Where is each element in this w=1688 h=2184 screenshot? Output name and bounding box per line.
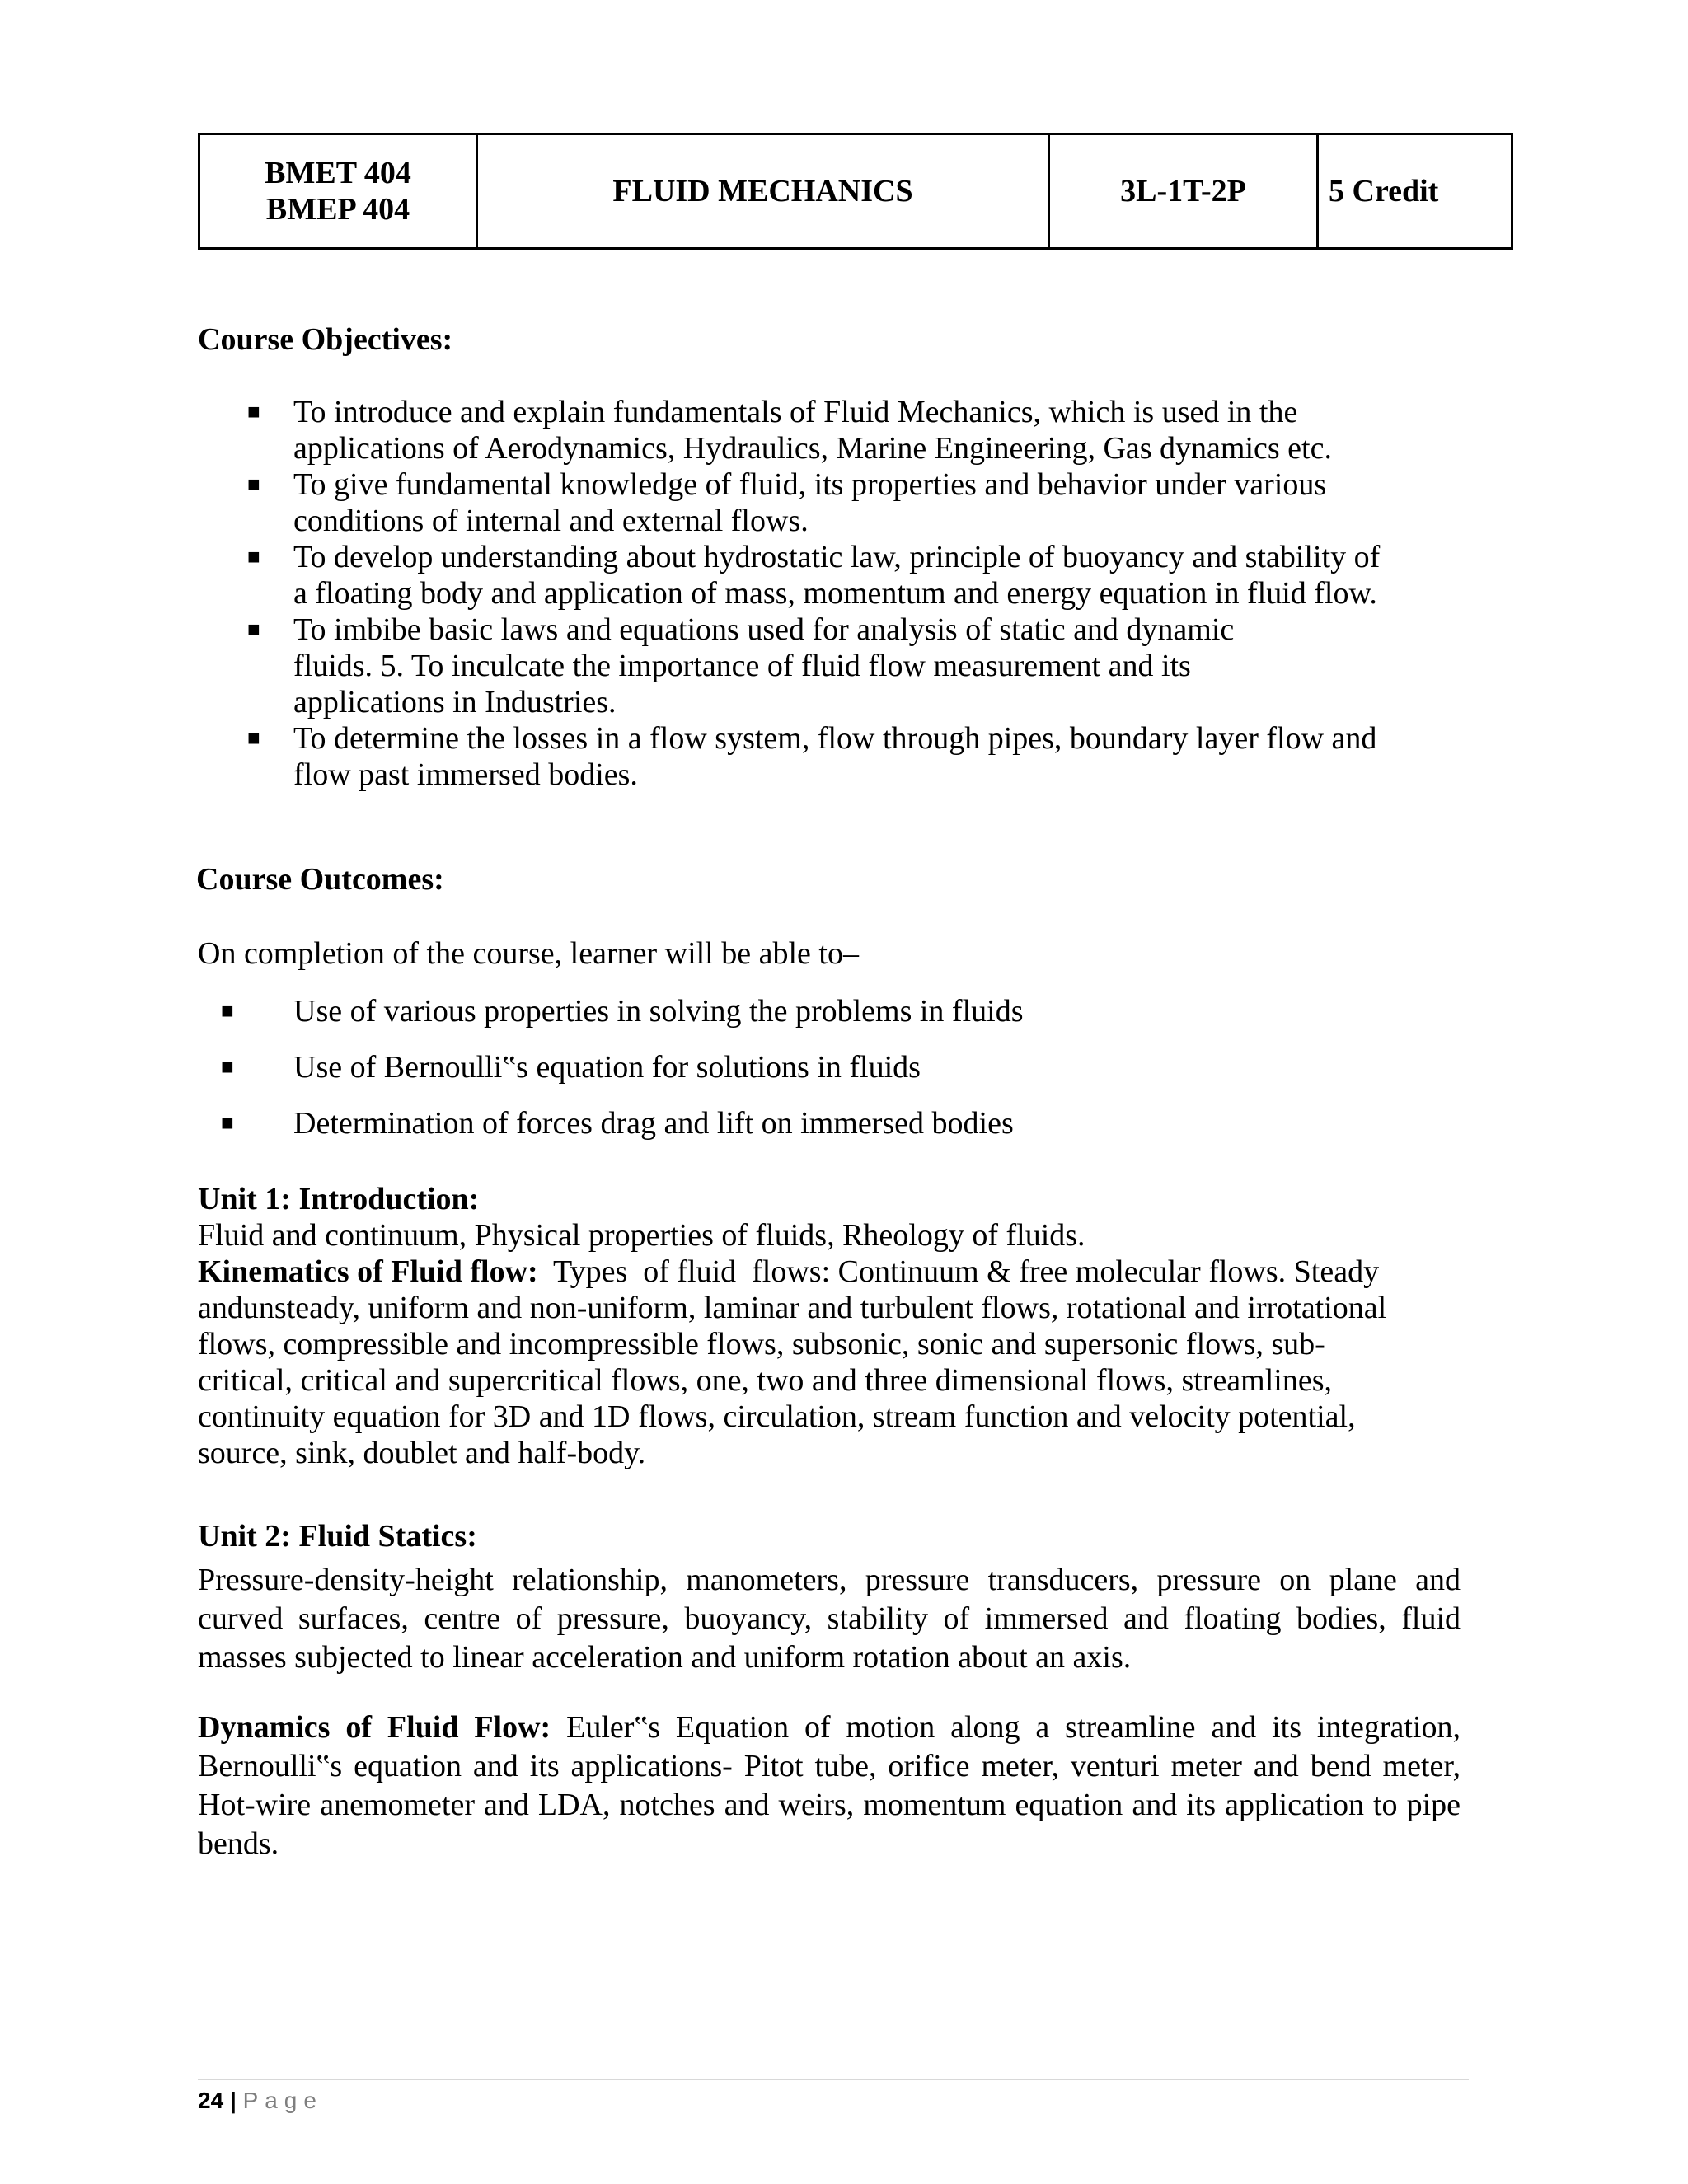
page-number: 24 xyxy=(198,2088,224,2113)
unit2-heading: Unit 2: Fluid Statics: xyxy=(198,1519,477,1554)
outcomes-list xyxy=(198,993,1484,1161)
dynamics-paragraph xyxy=(198,1708,1461,1863)
bullet-square-icon: ■ xyxy=(247,400,260,424)
objective-item: ■ To develop understanding about hydrostatic law, principle of buoyancy and stability of a floating body and application of mass, momentum and energy equation in fluid flow. xyxy=(247,540,1381,611)
objectives-list xyxy=(198,394,1484,793)
dynamics-label: Dynamics of Fluid Flow: xyxy=(198,1710,551,1745)
outcomes-intro: On completion of the course, learner will be able to– xyxy=(198,936,859,971)
page-footer xyxy=(198,2087,323,2115)
objectives-heading: Course Objectives: xyxy=(198,322,453,357)
objective-item: ■ To introduce and explain fundamentals of Fluid Mechanics, which is used in the applications of Aerodynamics, Hydraulics, Marine Engineering, Gas dynamics etc. xyxy=(247,395,1332,466)
bullet-square-icon: ■ xyxy=(247,726,260,750)
bullet-square-icon: ■ xyxy=(247,617,260,641)
course-title-cell xyxy=(478,135,1050,247)
course-credit-cell xyxy=(1319,135,1511,247)
unit1-heading: Unit 1: Introduction: xyxy=(198,1182,480,1216)
bullet-square-icon: ■ xyxy=(221,1055,234,1079)
bullet-square-icon: ■ xyxy=(247,545,260,569)
objective-item: ■ To imbibe basic laws and equations used for analysis of static and dynamic fluids. 5. To inculcate the importance of fluid flow measurement and its applications in Industries. xyxy=(247,612,1235,719)
outcome-item: ■ Determination of forces drag and lift on immersed bodies xyxy=(221,1106,1014,1141)
footer-divider xyxy=(198,2079,1469,2080)
unit1-intro-line: Fluid and continuum, Physical properties of fluids, Rheology of fluids. xyxy=(198,1218,1085,1253)
course-codes-cell xyxy=(200,135,478,247)
course-code-theory: BMET 404 xyxy=(265,156,411,190)
objective-item: ■ To give fundamental knowledge of fluid, its properties and behavior under various conditions of internal and external flows. xyxy=(247,467,1327,538)
objective-item: ■ To determine the losses in a flow system, flow through pipes, boundary layer flow and flow past immersed bodies. xyxy=(247,721,1377,792)
kinematics-label: Kinematics of Fluid flow: xyxy=(198,1254,538,1289)
dynamics-text: Euler‟s Equation of motion along a streamline and its integration, Bernoulli‟s equation and its applications- Pitot tube, orifice meter, venturi meter and bend meter, Hot-wire anemometer and LDA, notches and weirs, momentum equation and its application to pipe bends. xyxy=(198,1710,1461,1861)
bullet-square-icon: ■ xyxy=(247,472,260,496)
outcome-item: ■ Use of Bernoulli‟s equation for solutions in fluids xyxy=(221,1050,921,1085)
outcomes-heading: Course Outcomes: xyxy=(196,862,444,897)
course-header-table xyxy=(198,133,1513,250)
course-ltp-cell xyxy=(1050,135,1319,247)
bullet-square-icon: ■ xyxy=(221,999,234,1023)
course-code-practical: BMEP 404 xyxy=(265,192,410,227)
course-ltp: 3L-1T-2P xyxy=(1120,174,1246,209)
footer-separator: | xyxy=(229,2088,237,2113)
unit1-body: Fluid and continuum, Physical properties of fluids, Rheology of fluids. Kinematics of Fluid flow: Types of fluid flows: Continuum & free molecular flows. Steady andunsteady, uniform and non-uniform, laminar and turbulent flows, rotational and irrotational flows, compressible and incompressible flows, subsonic, sonic and supersonic flows, sub- critical, critical and supercritical flows, one, two and three dimensional flows, streamlines, continuity equation for 3D and 1D flows, circulation, stream function and velocity potential, source, sink, doublet and half-body. xyxy=(198,1218,1387,1470)
unit2-text: Pressure-density-height relationship, manometers, pressure transducers, pressure on plane and curved surfaces, centre of pressure, buoyancy, stability of immersed and floating bodies, fluid masses subjected to linear acceleration and uniform rotation about an axis. xyxy=(198,1563,1461,1675)
bullet-square-icon: ■ xyxy=(221,1111,234,1135)
course-credit: 5 Credit xyxy=(1329,174,1439,209)
course-title: FLUID MECHANICS xyxy=(612,174,913,209)
outcome-item: ■ Use of various properties in solving the problems in fluids xyxy=(221,994,1024,1029)
page-label: Page xyxy=(242,2088,323,2113)
